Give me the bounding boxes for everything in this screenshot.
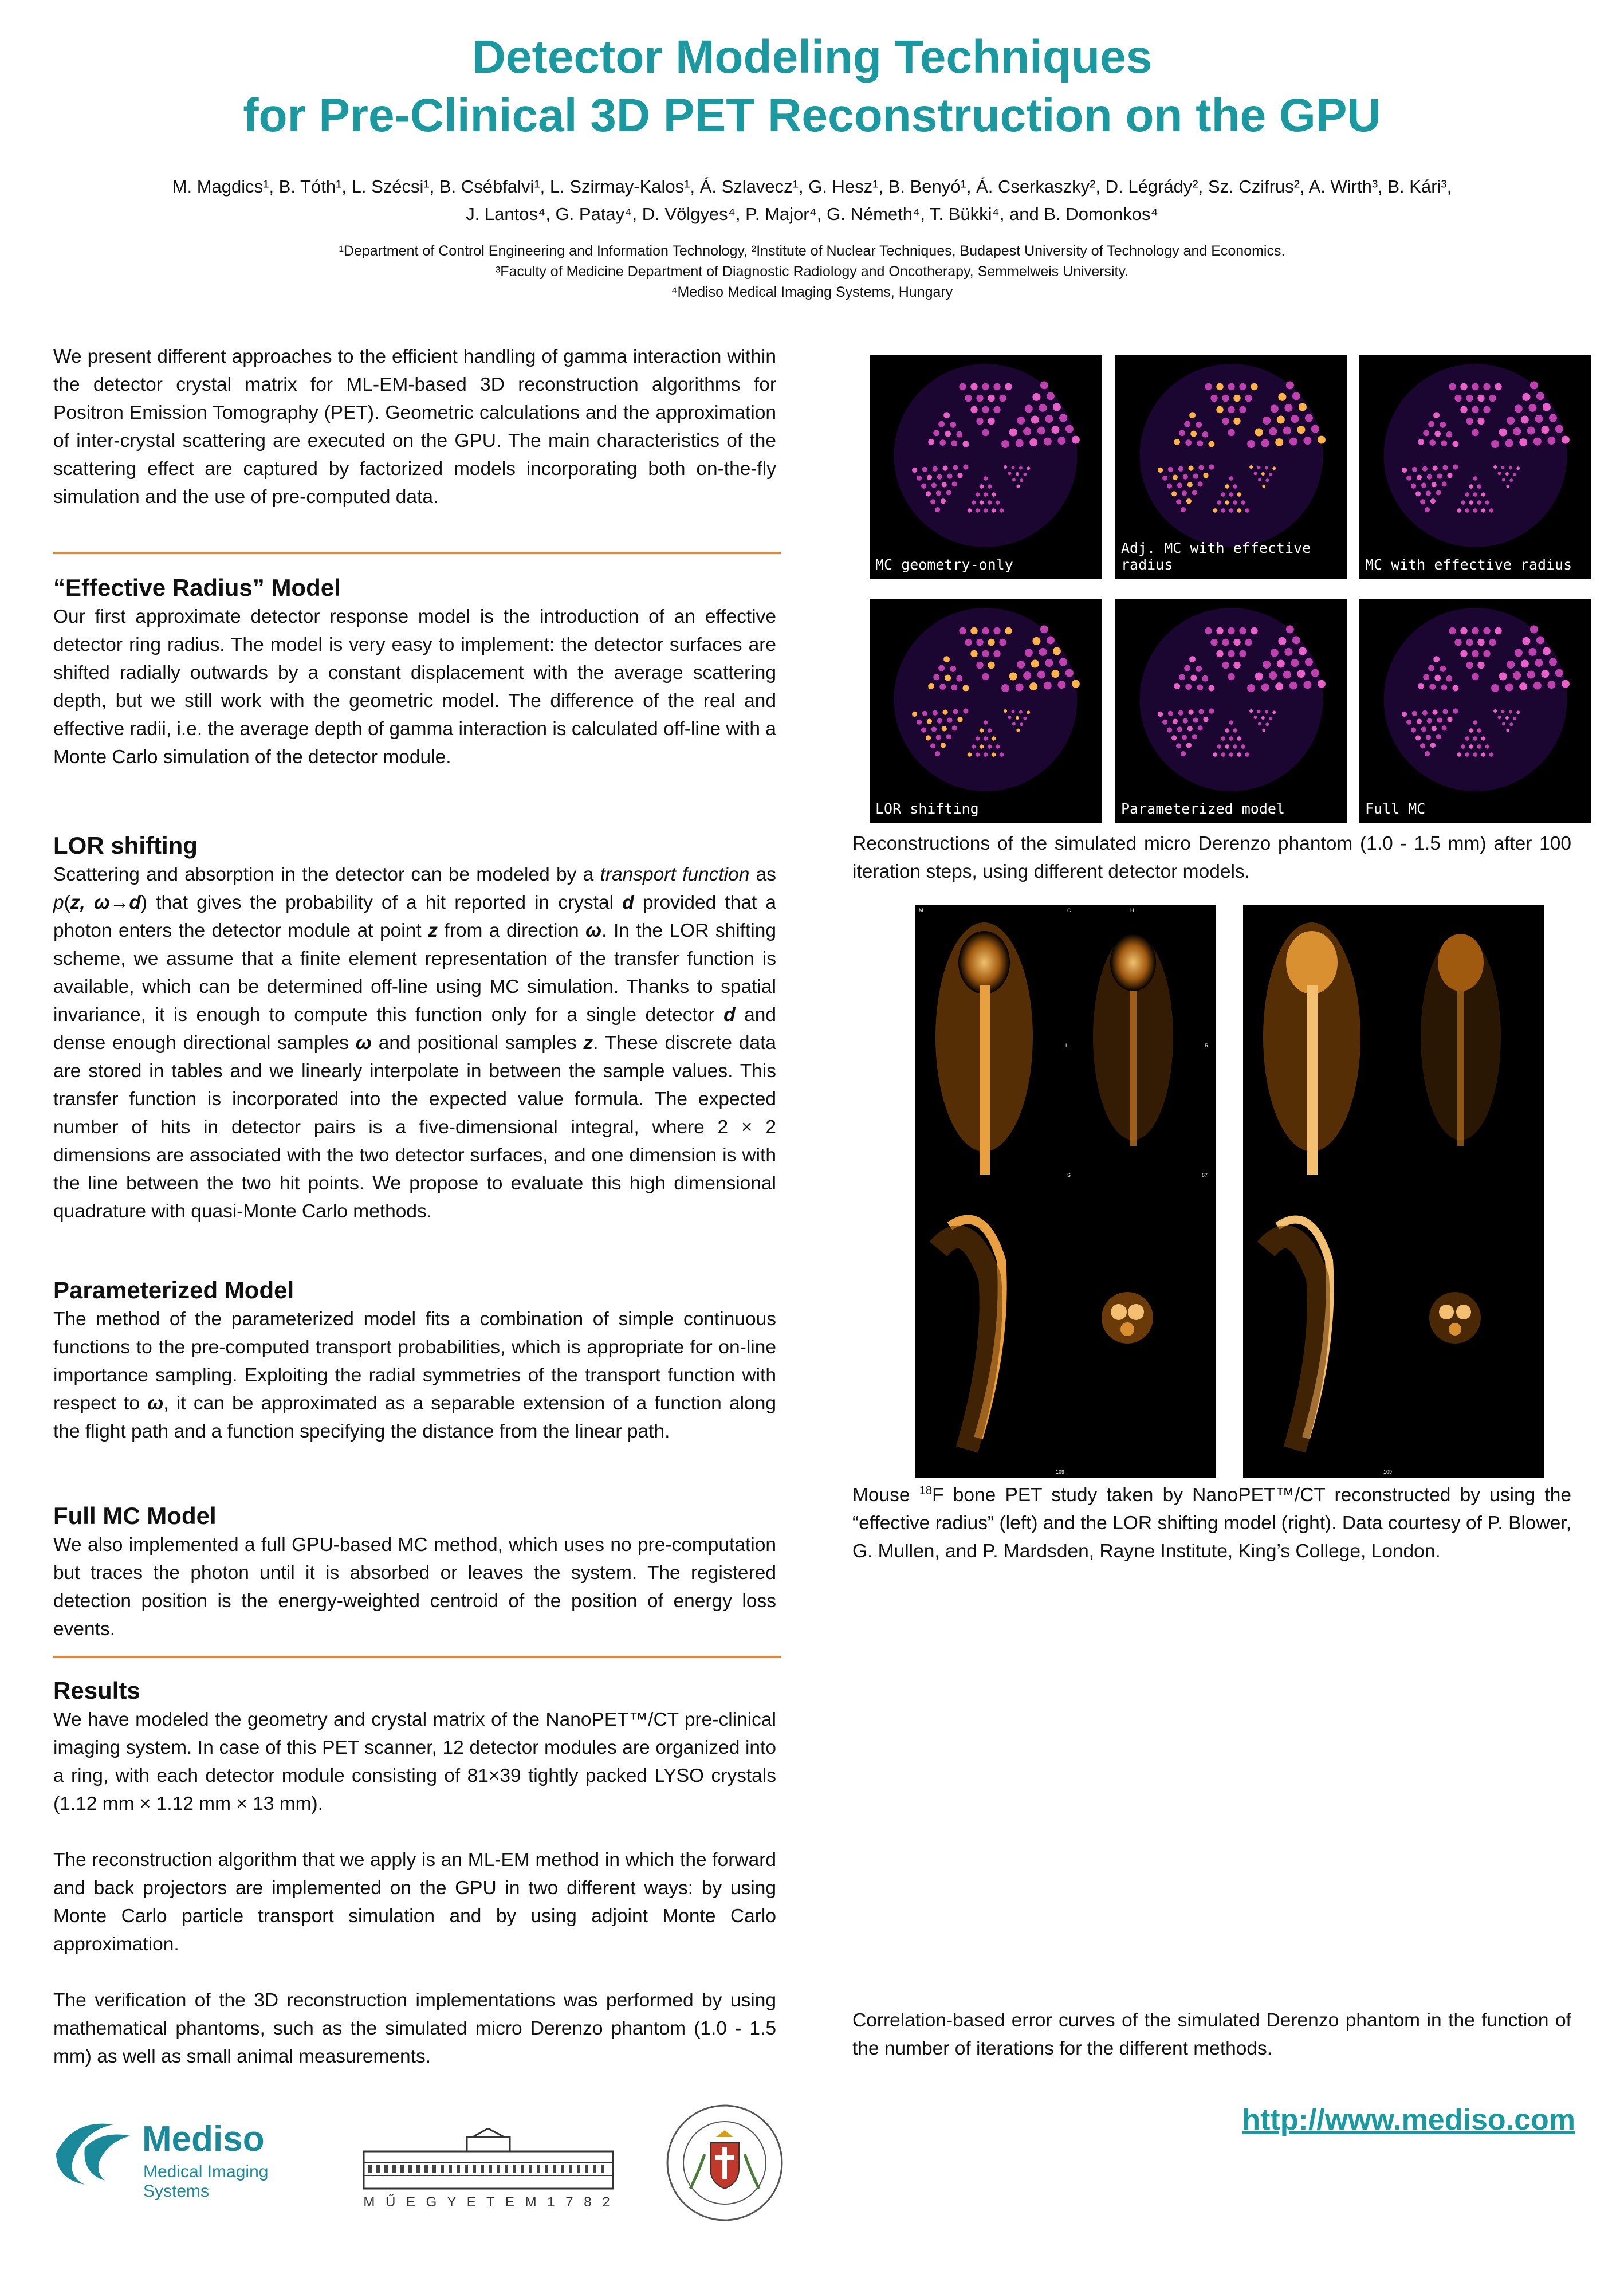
section-results xyxy=(53,1676,776,2071)
bme-logo xyxy=(358,2128,619,2212)
heading-results: Results xyxy=(53,1677,140,1704)
footer-url[interactable] xyxy=(1214,2103,1575,2137)
derenzo-label-1: MC geometry-only xyxy=(875,556,1013,573)
derenzo-phantom-plot xyxy=(1359,355,1591,579)
text-effective-radius: Our first approximate detector response model is the introduction of an effective detector ring radius. The model is very easy to implement: the detector surfaces are shifted radially outwards by a constant displacement with the average scattering depth, but we still work with the geometric model. The difference of the real and effective radii, i.e. the average depth of gamma interaction is calculated off-line with a Monte Carlo simulation of the detector module. xyxy=(53,606,776,768)
heading-effective-radius: “Effective Radius” Model xyxy=(53,574,341,601)
semmelweis-seal-icon xyxy=(664,2103,785,2223)
derenzo-phantom-plot xyxy=(1115,599,1347,823)
mouse-caption-block xyxy=(852,1477,1571,1565)
authors-line-1: M. Magdics¹, B. Tóth¹, L. Szécsi¹, B. Csébfalvi¹, L. Szirmay-Kalos¹, Á. Szlavecz¹, G. Hesz¹, B. Benyó¹, Á. Cserkaszky², D. Légrády², Sz. Czifrus², A. Wirth³, B. Kári³, xyxy=(172,176,1452,197)
derenzo-reconstruction-4 xyxy=(870,599,1102,823)
derenzo-reconstruction-6 xyxy=(1359,599,1591,823)
derenzo-label-2: Adj. MC with effective radius xyxy=(1121,540,1311,573)
heading-full-mc: Full MC Model xyxy=(53,1502,217,1529)
mediso-swirl-icon xyxy=(50,2113,136,2187)
derenzo-label-6: Full MC xyxy=(1365,800,1426,817)
mouse-left-mark-h: H xyxy=(1130,908,1134,913)
derenzo-reconstruction-2 xyxy=(1115,355,1347,579)
section-parameterized xyxy=(53,1275,776,1446)
mouse-left-mark-109: 109 xyxy=(1056,1469,1065,1475)
mouse-left-mark-s: S xyxy=(1067,1172,1071,1178)
mouse-left-mark-l: L xyxy=(1065,1043,1069,1048)
derenzo-phantom-plot xyxy=(870,599,1102,823)
derenzo-reconstruction-5 xyxy=(1115,599,1347,823)
mouse-caption: Mouse $^{18}$F bone PET study taken by NanoPET™/CT reconstructed by using the “effective radius” (left) and the LOR shifting model (right). Data courtesy of P. Blower, G. Mullen, and P. Mardsden, Rayne Institute, King’s College, London. xyxy=(852,1484,1572,1562)
derenzo-label-5: Parameterized model xyxy=(1121,800,1285,817)
derenzo-label-4: LOR shifting xyxy=(875,800,979,817)
mediso-logo xyxy=(50,2113,337,2201)
mouse-right-svg xyxy=(1243,905,1544,1478)
semmelweis-seal xyxy=(664,2103,785,2223)
results-paragraph-3: The verification of the 3D reconstruction implementations was performed by using mathematical phantoms, such as the simulated micro Derenzo phantom (1.0 - 1.5 mm) as well as small animal measurements. xyxy=(53,1990,776,2067)
section-effective-radius xyxy=(53,573,776,771)
mouse-pet-image-right xyxy=(1243,905,1544,1478)
derenzo-label-3: MC with effective radius xyxy=(1365,556,1572,573)
mediso-name: Mediso xyxy=(142,2119,265,2159)
error-caption-block xyxy=(852,2006,1571,2063)
title-line-2: for Pre-Clinical 3D PET Reconstruction on the GPU xyxy=(243,89,1381,142)
divider-2 xyxy=(53,1656,781,1658)
derenzo-caption-block xyxy=(852,830,1571,886)
mouse-left-svg xyxy=(915,905,1216,1478)
text-parameterized: The method of the parameterized model fits a combination of simple continuous functions to the pre-computed transport probabilities, which is appropriate for on-line importance sampling. Exploiting the radial symmetries of the transport function with respect to ω, it can be approximated as a separable extension of a function along the flight path and a function specifying the distance from the linear path. xyxy=(53,1309,776,1442)
text-full-mc: We also implemented a full GPU-based MC method, which uses no pre-computation but traces the photon until it is absorbed or leaves the system. The registered detection position is the energy-weighted centroid of the position of energy loss events. xyxy=(53,1534,776,1640)
mouse-pet-image-left xyxy=(915,905,1216,1478)
heading-parameterized: Parameterized Model xyxy=(53,1277,294,1303)
heading-lor-shifting: LOR shifting xyxy=(53,832,198,859)
derenzo-caption: Reconstructions of the simulated micro Derenzo phantom (1.0 - 1.5 mm) after 100 iteration steps, using different detector models. xyxy=(852,833,1571,882)
mouse-left-mark-c: C xyxy=(1067,908,1071,913)
affiliation-1: ¹Department of Control Engineering and Information Technology, ²Institute of Nuclear Techniques, Budapest University of Technology and Economics. xyxy=(339,243,1285,259)
mouse-right-mark-109: 109 xyxy=(1383,1469,1393,1475)
mediso-link[interactable]: http://www.mediso.com xyxy=(1242,2103,1575,2136)
error-curves-caption: Correlation-based error curves of the simulated Derenzo phantom in the function of the number of iterations for the different methods. xyxy=(852,2010,1571,2059)
results-paragraph-1: We have modeled the geometry and crystal matrix of the NanoPET™/CT pre-clinical imaging system. In case of this PET scanner, 12 detector modules are organized into a ring, with each detector module consisting of 81×39 tightly packed LYSO crystals (1.12 mm × 1.12 mm × 13 mm). xyxy=(53,1709,776,1815)
derenzo-reconstruction-1 xyxy=(870,355,1102,579)
bme-motto: M Ű E G Y E T E M 1 7 8 2 xyxy=(363,2194,614,2210)
results-paragraph-2: The reconstruction algorithm that we apply is an ML-EM method in which the forward and back projectors are implemented on the GPU in two different ways: by using Monte Carlo particle transport simulation and by using adjoint Monte Carlo approximation. xyxy=(53,1849,776,1955)
derenzo-phantom-plot xyxy=(870,355,1102,579)
affiliation-2: ³Faculty of Medicine Department of Diagnostic Radiology and Oncotherapy, Semmelweis University. xyxy=(495,264,1129,280)
mouse-left-mark-67: 67 xyxy=(1202,1172,1208,1178)
bme-building-icon xyxy=(358,2128,619,2191)
affiliation-3: ⁴Mediso Medical Imaging Systems, Hungary xyxy=(671,284,953,300)
derenzo-phantom-plot xyxy=(1359,599,1591,823)
mediso-subtitle: Medical Imaging Systems xyxy=(143,2162,269,2201)
abstract: We present different approaches to the efficient handling of gamma interaction within the detector crystal matrix for ML-EM-based 3D reconstruction algorithms for Positron Emission Tomography (PET). Geometric calculations and the approximation of inter-crystal scattering are executed on the GPU. The main characteristics of the scattering effect are captured by factorized models incorporating both on-the-fly simulation and the use of pre-computed data. xyxy=(53,346,776,508)
mouse-left-mark-m: M xyxy=(919,908,923,913)
divider-1 xyxy=(53,552,781,554)
section-full-mc xyxy=(53,1501,776,1643)
section-lor-shifting xyxy=(53,831,776,1226)
left-column xyxy=(53,343,776,511)
mouse-left-mark-r: R xyxy=(1205,1043,1209,1048)
authors-line-2: J. Lantos⁴, G. Patay⁴, D. Völgyes⁴, P. Major⁴, G. Németh⁴, T. Bükki⁴, and B. Domonkos⁴ xyxy=(466,204,1158,224)
derenzo-reconstruction-3 xyxy=(1359,355,1591,579)
text-lor-shifting: Scattering and absorption in the detector can be modeled by a transport function as p(z, ω→d) that gives the probability of a hit reported in crystal d provided that a photon enters the detector module at point z from a direction ω. In the LOR shifting scheme, we assume that a finite element representation of the transfer function is available, which can be determined off-line using MC simulation. Thanks to spatial invariance, it is enough to compute this function only for a single detector d and dense enough directional samples ω and positional samples z. These discrete data are stored in tables and we linearly interpolate in between the sample values. This transfer function is incorporated into the expected value formula. The expected number of hits in detector pairs is a five-dimensional integral, where 2 × 2 dimensions are associated with the two detector surfaces, and one dimension is with the line between the two hit points. We propose to evaluate this high dimensional quadrature with quasi-Monte Carlo methods. xyxy=(53,864,777,1222)
title-line-1: Detector Modeling Techniques xyxy=(471,31,1153,83)
